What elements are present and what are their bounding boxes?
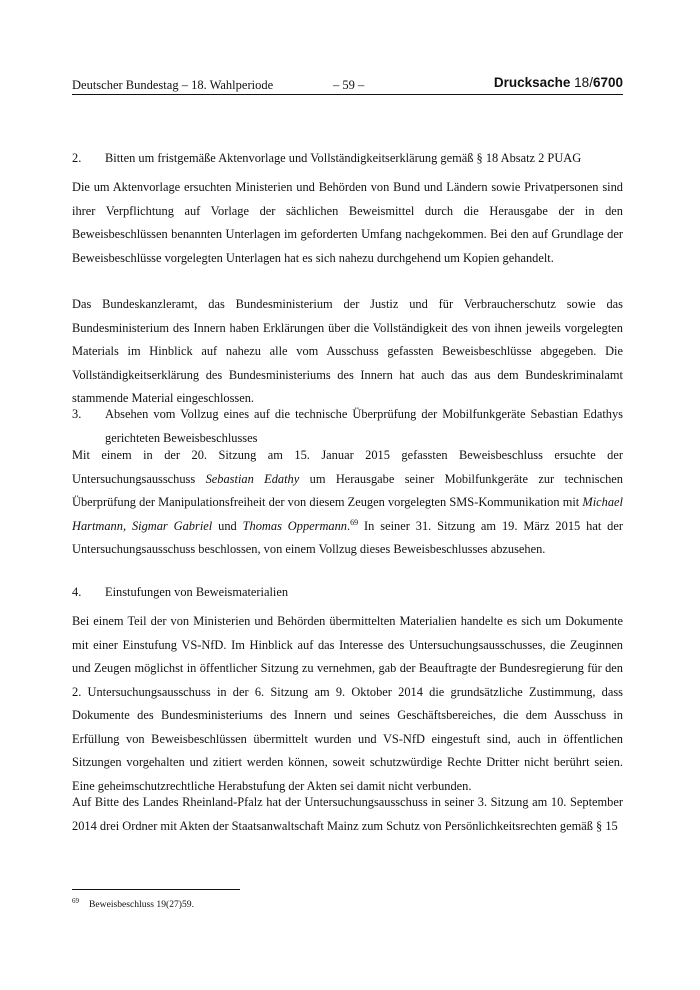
footnote-reference[interactable]: 69: [350, 517, 359, 527]
text-run: um Herausgabe seiner Mobilfunkgeräte zur technischen Überprüfung der Manipulationsfreiheit der von diesem Zeugen vorgelegten SMS-Kommunikation mit: [72, 471, 624, 509]
section-number: 4.: [72, 585, 82, 599]
paragraph: Die um Aktenvorlage ersuchten Ministerien und Behörden von Bund und Ländern sowie Privatpersonen sind ihrer Verpflichtung auf Vorlage der sächlichen Beweismittel durch die Herausgabe der in den Beweisbeschlüssen benannten Unterlagen im geforderten Umfang nachgekommen. Bei den auf Grundlage der Beweisbeschlüsse vorgelegten Unterlagen hat es sich nahezu durchgehend um Kopien gehandelt.: [72, 180, 623, 265]
person-name: Thomas Oppermann: [242, 518, 347, 533]
section-heading-4: [72, 581, 623, 605]
doc-label: Drucksache: [493, 75, 571, 90]
doc-number: 6700: [592, 75, 623, 90]
footnote-rule: [72, 889, 240, 890]
paragraph: Bei einem Teil der von Ministerien und Behörden übermittelten Materialien handelte es sich um Dokumente mit einer Einstufung VS-NfD. Im Hinblick auf das Interesse des Untersuchungsausschusses, die Zeuginnen und Zeugen möglichst in öffentlicher Sitzung zu vernehmen, gab der Beauftragte der Bundesregierung für den 2. Untersuchungsausschuss in der 6. Sitzung am 9. Oktober 2014 die grundsätzliche Zustimmung, dass Dokumente des Bundesministeriums des Innern und seines Geschäftsbereiches, die dem Ausschuss in Erfüllung von Beweisbeschlüssen übermittelt wurden und VS-NfD eingestuft sind, auch in öffentlichen Sitzungen vorgehalten und zitiert werden können, soweit schutzwürdige Rechte Dritter nicht berührt seien. Eine geheimschutzrechtliche Herabstufung der Akten sei damit nicht verbunden.: [72, 614, 623, 793]
footnote: [72, 896, 194, 911]
section-number: 3.: [72, 407, 82, 421]
person-name: Sebastian Edathy: [205, 471, 300, 486]
paragraph: Auf Bitte des Landes Rheinland-Pfalz hat der Untersuchungsausschuss in seiner 3. Sitzung am 10. September 2014 drei Ordner mit Akten der Staatsanwaltschaft Mainz zum Schutz von Persönlichkeitsrechten gemäß § 15: [72, 795, 623, 833]
section-heading-2: [72, 147, 623, 171]
section-title: Absehen vom Vollzug eines auf die technische Überprüfung der Mobilfunkgeräte Sebastian Edathys gerichteten Beweisbeschlusses: [105, 407, 623, 445]
text-run: und: [212, 518, 243, 533]
section-title: Bitten um fristgemäße Aktenvorlage und Vollständigkeitserklärung gemäß § 18 Absatz 2 PUAG: [105, 151, 582, 165]
footnote-text: Beweisbeschluss 19(27)59.: [89, 899, 194, 910]
header-rule: [72, 94, 623, 95]
footnote-number: 69: [72, 896, 79, 905]
text-run: Mit einem in der 20. Sitzung am 15. Januar 2015 gefassten Beweisbeschluss ersuchte der Untersuchungsausschuss: [72, 448, 623, 486]
page-number: – 59 –: [333, 78, 365, 92]
text-run: .: [347, 518, 351, 533]
text-run: In seiner 31. Sitzung am 19. März 2015 hat der Untersuchungsausschuss beschlossen, von einem Vollzug dieses Beweisbeschlusses abzusehen.: [72, 518, 623, 556]
paragraph: Das Bundeskanzleramt, das Bundesministerium der Justiz und für Verbraucherschutz sowie das Bundesministerium des Innern haben Erklärungen über die Vollständigkeit des von ihnen jeweils vorgelegten Materials im Hinblick auf nahezu alle vom Ausschuss gefassten Beweisbeschlüsse abgegeben. Die Vollständigkeitserklärung des Bundesministeriums des Innern hat auch das aus dem Bundeskriminalamt stammende Material eingeschlossen.: [72, 297, 623, 405]
header-left: Deutscher Bundestag – 18. Wahlperiode: [72, 78, 274, 92]
document-number: [494, 75, 623, 91]
section-number: 2.: [72, 151, 82, 165]
section-title: Einstufungen von Beweismaterialien: [105, 585, 289, 599]
paragraph: [72, 444, 623, 562]
doc-prefix: 18/: [574, 75, 593, 90]
person-name: Michael Hartmann, Sigmar Gabriel: [72, 495, 623, 533]
section-heading-3: [72, 403, 623, 450]
